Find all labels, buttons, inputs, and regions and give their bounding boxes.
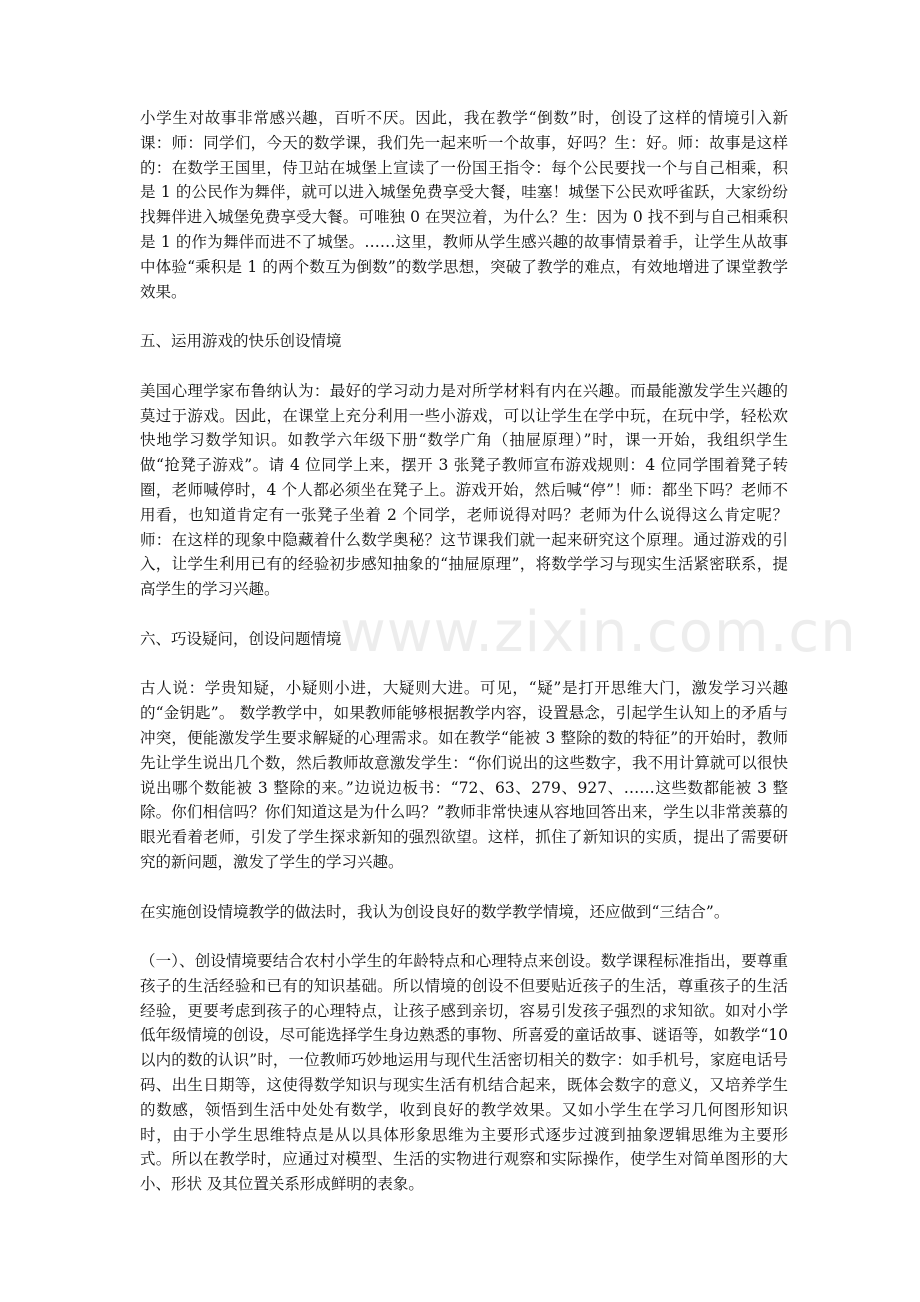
- paragraph-point-one: （一）、创设情境要结合农村小学生的年龄特点和心理特点来创设。数学课程标准指出，要尊重孩子的生活经验和已有的知识基础。所以情境的创设不但要贴近孩子的生活，尊重孩子的生活经验，更要考虑到孩子的心理特点，让孩子感到亲切，容易引发孩子强烈的求知欲。如对小学低年级情境的创设，尽可能选择学生身边熟悉的事物、所喜爱的童话故事、谜语等，如教学“10 以内的数的认识”时，一位教师巧妙地运用与现代生活密切相关的数字：如手机号，家庭电话号码、出生日期等，这使得数学知识与现实生活有机结合起来，既体会数字的意义，又培养学生的数感，领悟到生活中处处有数学，收到良好的教学效果。又如小学生在学习几何图形知识时，由于小学生思维特点是从以具体形象思维为主要形式逐步过渡到抽象逻辑思维为主要形式。所以在教学时，应通过对模型、生活的实物进行观察和实际操作，使学生对简单图形的大小、形状 及其位置关系形成鲜明的表象。: [140, 952, 788, 1194]
- watermark: www.zixin.com.cn: [340, 600, 857, 665]
- paragraph-question: 古人说：学贵知疑，小疑则小进，大疑则大进。可见，“疑”是打开思维大门，激发学习兴趣的“金钥匙”。 数学教学中，如果教师能够根据教学内容，设置悬念，引起学生认知上的矛盾与冲突，便能激发学生要求解疑的心理需求。如在教学“能被 3 整除的数的特征”的开始时，教师先让学生说出几个数，然后教师故意激发学生：“你们说出的这些数字，我不用计算就可以很快说出哪个数能被 3 整除的来。”边说边板书：“72、63、279、927、……这些数都能被 3 整除。你们相信吗？你们知道这是为什么吗？”教师非常快速从容地回答出来，学生以非常羡慕的眼光看着老师，引发了学生探求新知的强烈欲望。这样，抓住了新知识的实质，提出了需要研究的新问题，激发了学生的学习兴趣。: [140, 679, 788, 871]
- section-heading-five: 五、运用游戏的快乐创设情境: [140, 332, 342, 351]
- paragraph-story-intro: 小学生对故事非常感兴趣，百听不厌。因此，我在教学“倒数”时，创设了这样的情境引入新课：师：同学们，今天的数学课，我们先一起来听一个故事，好吗？生：好。师：故事是这样的：在数学王国里，侍卫站在城堡上宣读了一份国王指令：每个公民要找一个与自己相乘，积是 1 的公民作为舞伴，就可以进入城堡免费享受大餐，哇塞！城堡下公民欢呼雀跃，大家纷纷找舞伴进入城堡免费享受大餐。可唯独 0 在哭泣着，为什么？生：因为 0 找不到与自己相乘积是 1 的作为舞伴而进不了城堡。……这里，教师从学生感兴趣的故事情景着手，让学生从故事中体验“乘积是 1 的两个数互为倒数”的数学思想，突破了教学的难点，有效地增进了课堂教学效果。: [140, 109, 788, 301]
- spacer: [140, 652, 788, 677]
- section-heading-six: 六、巧设疑问，创设问题情境: [140, 629, 342, 648]
- spacer: [140, 602, 788, 627]
- spacer: [140, 875, 788, 900]
- spacer: [140, 924, 788, 949]
- paragraph-three-combinations: 在实施创设情境教学的做法时，我认为创设良好的数学教学情境，还应做到“三结合”。: [140, 902, 730, 921]
- spacer: [140, 304, 788, 329]
- document-body: [140, 106, 788, 1197]
- paragraph-game: 美国心理学家布鲁纳认为：最好的学习动力是对所学材料有内在兴趣。而最能激发学生兴趣的莫过于游戏。因此，在课堂上充分利用一些小游戏，可以让学生在学中玩，在玩中学，轻松欢快地学习数学知识。如教学六年级下册“数学广角（抽屉原理）”时，课一开始，我组织学生做“抢凳子游戏”。请 4 位同学上来，摆开 3 张凳子教师宣布游戏规则：4 位同学围着凳子转圈，老师喊停时，4 个人都必须坐在凳子上。游戏开始，然后喊“停”！师：都坐下吗？老师不用看，也知道肯定有一张凳子坐着 2 个同学，老师说得对吗？老师为什么说得这么肯定呢？师：在这样的现象中隐藏着什么数学奥秘？这节课我们就一起来研究这个原理。通过游戏的引入，让学生利用已有的经验初步感知抽象的“抽屉原理”，将数学学习与现实生活紧密联系，提高学生的学习兴趣。: [140, 381, 788, 599]
- spacer: [140, 354, 788, 379]
